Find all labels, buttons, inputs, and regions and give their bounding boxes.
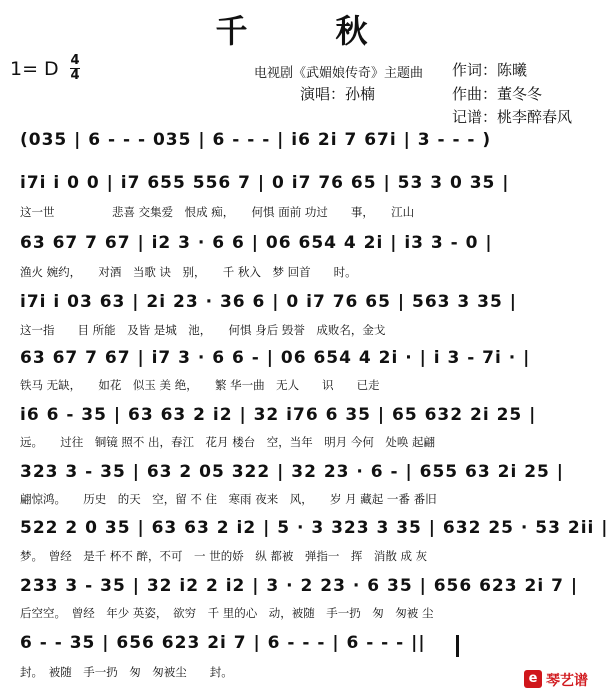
lyric-row: 渔火 婉约， 对酒 当歌 诀 别， 千 秋入 梦 回首 时。 [20, 265, 357, 279]
lyric-row: 梦。 曾经 是千 杯不 醉，不可 一 世的娇 纵 都被 弹指一 挥 消散 成 灰 [20, 549, 428, 563]
source-credit: 电视剧《武媚娘传奇》主题曲 [254, 66, 424, 81]
time-signature-top: 4 [70, 53, 80, 68]
final-barline [456, 635, 459, 657]
lyricist-credit: 作词：陈曦 [452, 61, 528, 79]
lyric-row: 这一世 悲喜 交集爱 恨成 痴， 何惧 面前 功过 事， 江山 [20, 205, 415, 219]
notation-row: (035 | 6 - - - 035 | 6 - - - | i6 2i 7 67i | 3 - - - ) [20, 130, 492, 150]
notation-row: i7i i 03 63 | 2i 23 · 36 6 | 0 i7 76 65 | 563 3 35 | [20, 292, 517, 312]
notation-row: 323 3 - 35 | 63 2 05 322 | 32 23 · 6 - | 655 63 2i 25 | [20, 462, 564, 482]
page-title: 千 秋 [215, 12, 396, 50]
notation-row: 63 67 7 67 | i2 3 · 6 6 | 06 654 4 2i | i3 3 - 0 | [20, 233, 493, 253]
notation-row: i6 6 - 35 | 63 63 2 i2 | 32 i76 6 35 | 65 632 2i 25 | [20, 405, 537, 425]
notation-row: 63 67 7 67 | i7 3 · 6 6 - | 06 654 4 2i · | i 3 - 7i · | [20, 348, 531, 368]
lyric-row: 翩惊鸿。 历史 的天 空，留 不 住 寒雨 夜来 风， 岁 月 藏起 一番 番旧 [20, 492, 437, 506]
watermark-text: 琴艺谱 [546, 673, 588, 689]
lyric-row: 这一指 目 所能 及皆 是城 池， 何惧 身后 毁誉 成败名，金戈 [20, 323, 386, 337]
time-signature [70, 55, 80, 82]
notation-row: 522 2 0 35 | 63 63 2 i2 | 5 · 3 323 3 35 | 632 25 · 53 2ii | [20, 518, 609, 538]
lyric-row: 后空空。 曾经 年少 英姿， 欲穷 千 里的心 动，被随 手一扔 匆 匆被 尘 [20, 606, 434, 620]
key-signature: 1= D [10, 58, 59, 80]
composer-credit: 作曲：董冬冬 [452, 85, 543, 103]
singer-credit: 演唱：孙楠 [300, 85, 376, 103]
notation-row: i7i i 0 0 | i7 655 556 7 | 0 i7 76 65 | 53 3 0 35 | [20, 173, 510, 193]
lyric-row: 铁马 无缺， 如花 似玉 美 绝， 繁 华一曲 无人 识 已走 [20, 378, 380, 392]
watermark-logo [524, 668, 606, 690]
lyric-row: 封。 被随 手一扔 匆 匆被尘 封。 [20, 665, 233, 679]
lyric-row: 远。 过往 铜镜 照不 出，春江 花月 楼台 空，当年 明月 今何 处唤 起翩 [20, 435, 436, 449]
notation-row: 6 - - 35 | 656 623 2i 7 | 6 - - - | 6 - - - || [20, 633, 426, 653]
watermark-mark-icon: e [524, 670, 542, 688]
transcriber-credit: 记谱：桃李醉春风 [452, 108, 573, 126]
time-signature-bottom: 4 [70, 68, 80, 83]
notation-row: 233 3 - 35 | 32 i2 2 i2 | 3 · 2 23 · 6 35 | 656 623 2i 7 | [20, 576, 579, 596]
